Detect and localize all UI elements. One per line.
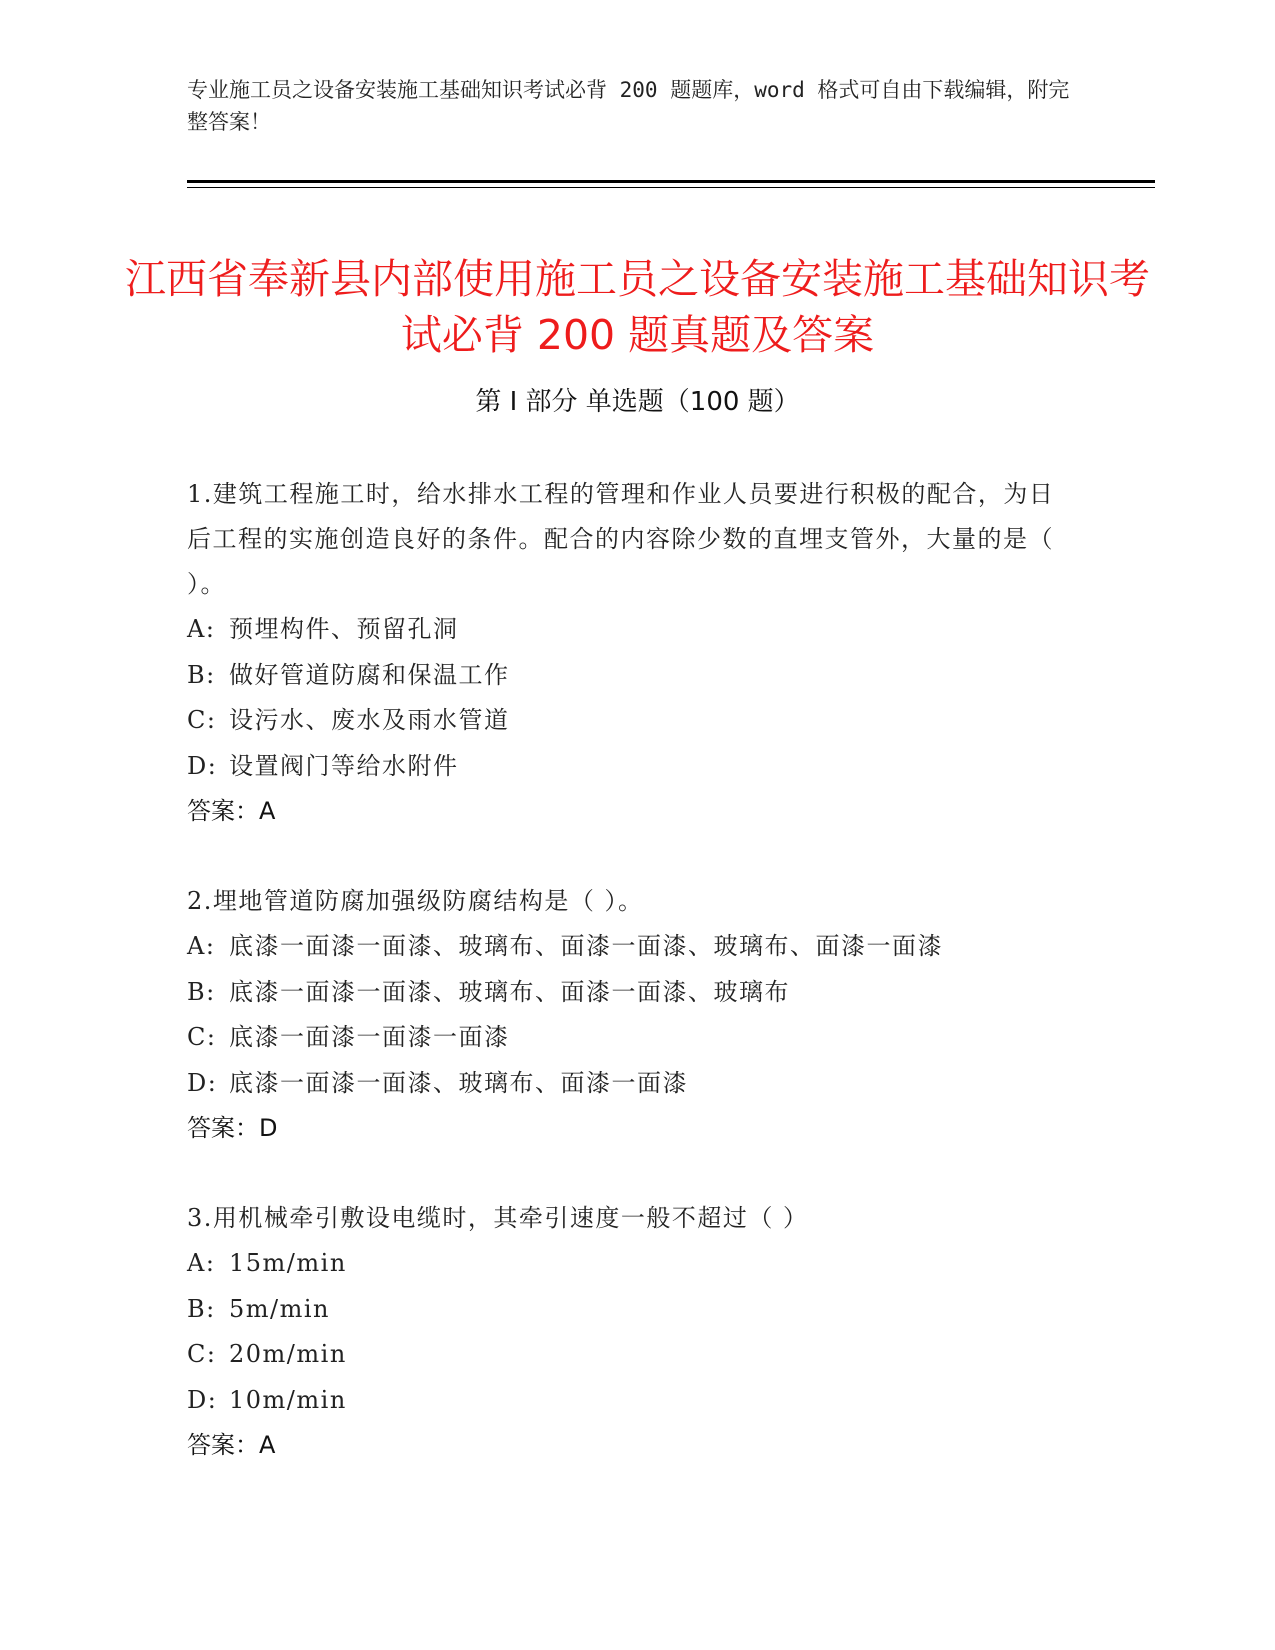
- option-key: B:: [187, 977, 216, 1006]
- question-stem: 2.埋地管道防腐加强级防腐结构是（ ）。: [187, 887, 644, 915]
- option-key: C:: [187, 1340, 217, 1368]
- question-list: [187, 472, 1067, 1468]
- option-text: 底漆一面漆一面漆、玻璃布、面漆一面漆: [229, 1068, 688, 1097]
- option-d: [187, 1061, 1067, 1107]
- option-c: [187, 698, 1067, 744]
- option-key: A:: [187, 1249, 216, 1277]
- question-3: [187, 1196, 1067, 1468]
- answer-label: 答案：: [187, 797, 259, 825]
- option-key: A:: [187, 615, 216, 643]
- option-key: D:: [187, 1385, 218, 1414]
- option-key: B:: [187, 660, 216, 689]
- answer-value: A: [259, 797, 276, 825]
- option-text: 底漆一面漆一面漆、玻璃布、面漆一面漆、玻璃布: [229, 977, 790, 1006]
- section-heading: 第 I 部分 单选题（100 题）: [475, 387, 800, 417]
- option-d: [187, 1378, 1067, 1424]
- option-c: [187, 1015, 1067, 1061]
- option-text: 10m/min: [229, 1385, 347, 1414]
- option-key: B:: [187, 1294, 216, 1323]
- question-spacer: [187, 1151, 1067, 1196]
- header-note: 专业施工员之设备安装施工基础知识考试必背 200 题题库，word 格式可自由下载编辑，附完整答案！: [187, 78, 1070, 134]
- option-text: 15m/min: [229, 1249, 347, 1277]
- option-a: [187, 1241, 1067, 1287]
- header-divider-thick: [187, 180, 1155, 183]
- option-key: D:: [187, 1068, 218, 1097]
- question-stem: 3.用机械牵引敷设电缆时，其牵引速度一般不超过（ ）: [187, 1204, 809, 1232]
- option-text: 底漆一面漆一面漆一面漆: [229, 1023, 510, 1051]
- option-b: [187, 970, 1067, 1016]
- option-key: A:: [187, 932, 216, 960]
- option-text: 做好管道防腐和保温工作: [229, 660, 510, 689]
- question-stem: 1.建筑工程施工时，给水排水工程的管理和作业人员要进行积极的配合，为日后工程的实施创造良好的条件。配合的内容除少数的直埋支管外，大量的是（ ）。: [187, 480, 1055, 598]
- option-text: 设污水、废水及雨水管道: [229, 706, 510, 734]
- option-key: C:: [187, 1023, 217, 1051]
- option-b: [187, 653, 1067, 699]
- option-b: [187, 1287, 1067, 1333]
- answer-line: [187, 789, 1067, 834]
- header-divider-thin: [187, 187, 1155, 188]
- option-key: C:: [187, 706, 217, 734]
- option-text: 设置阀门等给水附件: [229, 751, 459, 780]
- answer-value: D: [259, 1114, 278, 1142]
- answer-label: 答案：: [187, 1431, 259, 1459]
- answer-line: [187, 1423, 1067, 1468]
- document-title: 江西省奉新县内部使用施工员之设备安装施工基础知识考试必背 200 题真题及答案: [125, 255, 1150, 360]
- option-text: 20m/min: [229, 1340, 347, 1368]
- option-d: [187, 744, 1067, 790]
- option-c: [187, 1332, 1067, 1378]
- option-a: [187, 924, 1067, 970]
- answer-value: A: [259, 1431, 276, 1459]
- question-spacer: [187, 834, 1067, 879]
- option-a: [187, 607, 1067, 653]
- option-key: D:: [187, 751, 218, 780]
- question-1: [187, 472, 1067, 834]
- option-text: 预埋构件、预留孔洞: [229, 615, 459, 643]
- answer-line: [187, 1106, 1067, 1151]
- answer-label: 答案：: [187, 1114, 259, 1142]
- option-text: 5m/min: [229, 1294, 331, 1323]
- question-2: [187, 879, 1067, 1151]
- option-text: 底漆一面漆一面漆、玻璃布、面漆一面漆、玻璃布、面漆一面漆: [229, 932, 943, 960]
